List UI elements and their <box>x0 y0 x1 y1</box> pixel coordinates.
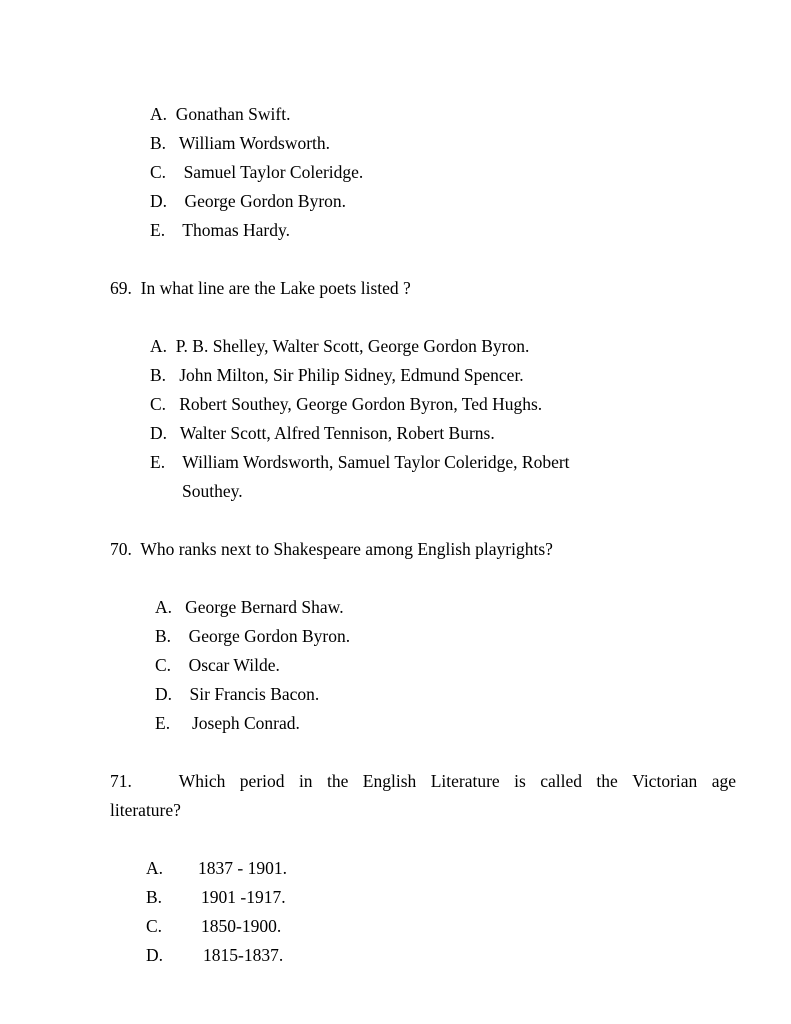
question-number: 69. <box>110 278 132 298</box>
option-69-c: C. Robert Southey, George Gordon Byron, Ted Hughs. <box>150 394 543 414</box>
option-prev-c: C. Samuel Taylor Coleridge. <box>150 162 364 182</box>
question-number: 70. <box>110 539 132 559</box>
question-number: 71. <box>110 771 132 791</box>
question-word: age <box>711 771 736 791</box>
question-text: In what line are the Lake poets listed ? <box>140 278 411 298</box>
question-71-end: literature? <box>110 800 181 820</box>
option-69-e-continuation: Southey. <box>182 481 243 501</box>
option-70-a: A. George Bernard Shaw. <box>155 597 344 617</box>
option-70-c: C. Oscar Wilde. <box>155 655 280 675</box>
question-69 <box>110 278 411 298</box>
question-word: the <box>326 771 349 791</box>
question-71 <box>110 771 736 791</box>
option-prev-b: B. William Wordsworth. <box>150 133 331 153</box>
question-word: in <box>298 771 313 791</box>
question-word: the <box>596 771 618 791</box>
question-word: Literature <box>430 771 500 791</box>
question-word: period <box>239 771 285 791</box>
question-word: Which <box>178 771 226 791</box>
option-71-c: C. 1850-1900. <box>146 916 282 936</box>
question-word: called <box>540 771 582 791</box>
question-word: English <box>362 771 417 791</box>
option-70-b: B. George Gordon Byron. <box>155 626 351 646</box>
option-71-a: A. 1837 - 1901. <box>146 858 287 878</box>
question-word: Victorian <box>632 771 698 791</box>
question-70 <box>110 539 553 559</box>
option-71-d: D. 1815-1837. <box>146 945 284 965</box>
option-prev-e: E. Thomas Hardy. <box>150 220 290 240</box>
option-prev-a: A. Gonathan Swift. <box>150 104 291 124</box>
option-69-d: D. Walter Scott, Alfred Tennison, Robert Burns. <box>150 423 495 443</box>
option-70-e: E. Joseph Conrad. <box>155 713 300 733</box>
question-text: Who ranks next to Shakespeare among English playrights? <box>140 539 553 559</box>
option-69-e: E. William Wordsworth, Samuel Taylor Coleridge, Robert <box>150 452 570 472</box>
option-69-a: A. P. B. Shelley, Walter Scott, George Gordon Byron. <box>150 336 530 356</box>
option-prev-d: D. George Gordon Byron. <box>150 191 347 211</box>
option-71-b: B. 1901 -1917. <box>146 887 286 907</box>
question-word: is <box>514 771 526 791</box>
option-70-d: D. Sir Francis Bacon. <box>155 684 320 704</box>
option-69-b: B. John Milton, Sir Philip Sidney, Edmund Spencer. <box>150 365 524 385</box>
